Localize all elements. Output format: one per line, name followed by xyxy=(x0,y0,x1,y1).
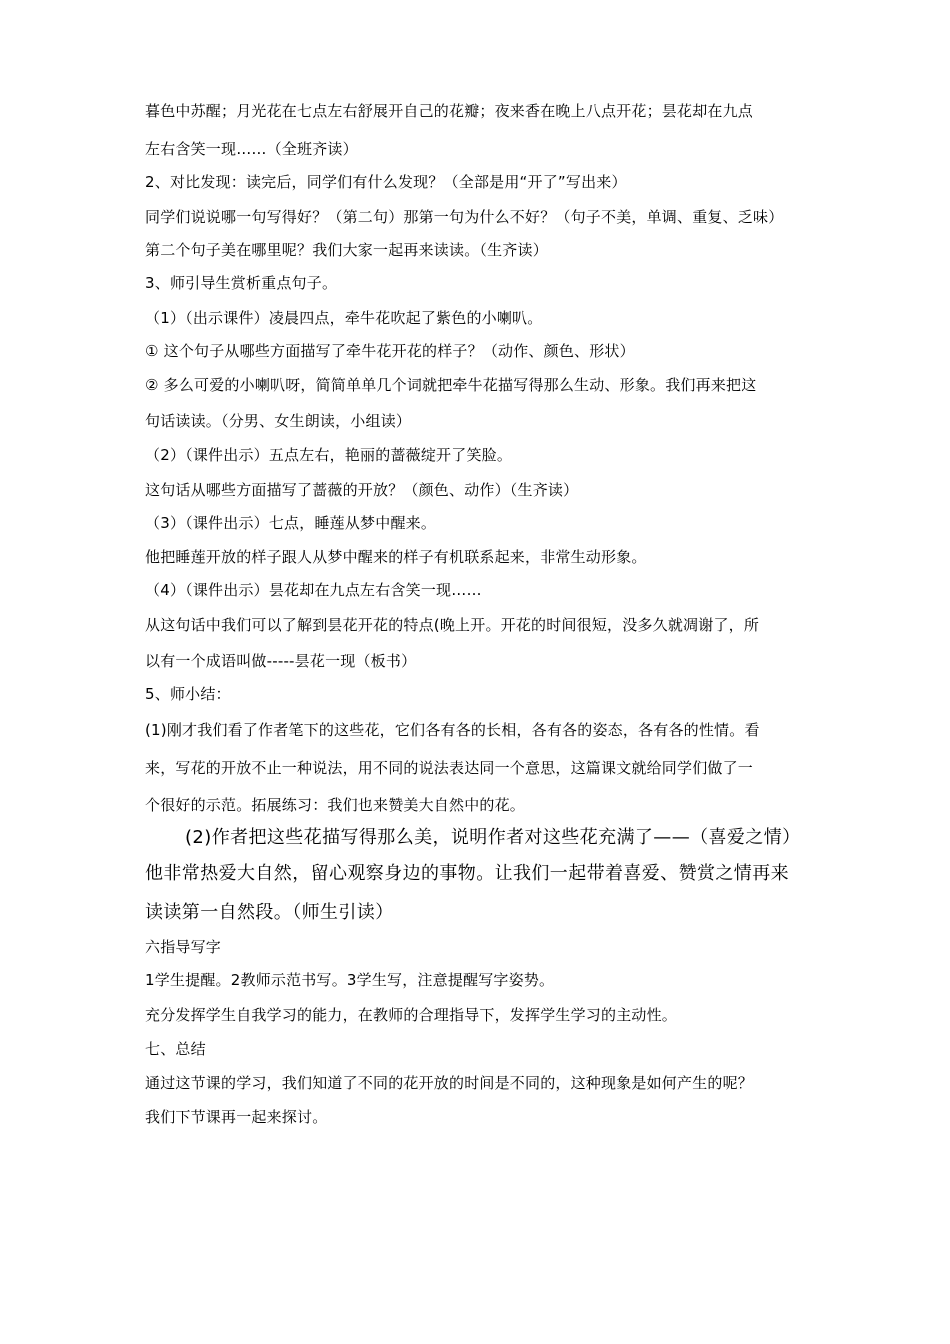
text-line: 1学生提醒。2教师示范书写。3学生写，注意提醒写字姿势。 xyxy=(145,971,555,989)
section-heading: 六指导写字 xyxy=(145,938,222,956)
text-line: 左右含笑一现……（全班齐读） xyxy=(145,140,358,158)
text-line: 这句话从哪些方面描写了蔷薇的开放？（颜色、动作）（生齐读） xyxy=(145,481,579,499)
text-line: 他非常热爱大自然，留心观察身边的事物。让我们一起带着喜爱、赞赏之情再来 xyxy=(145,863,789,884)
text-line: 同学们说说哪一句写得好？（第二句）那第一句为什么不好？（句子不美，单调、重复、乏味） xyxy=(145,208,784,226)
section-heading: 2、对比发现：读完后，同学们有什么发现？（全部是用“开了”写出来） xyxy=(145,173,627,191)
text-line: 个很好的示范。拓展练习：我们也来赞美大自然中的花。 xyxy=(145,796,526,814)
text-line: （3）（课件出示）七点，睡莲从梦中醒来。 xyxy=(145,514,437,532)
text-line: 读读第一自然段。（师生引读） xyxy=(145,902,394,923)
text-line: (2)作者把这些花描写得那么美，说明作者对这些花充满了——（喜爱之情） xyxy=(185,827,801,848)
section-heading: 七、总结 xyxy=(145,1040,206,1058)
text-line: ① 这个句子从哪些方面描写了牵牛花开花的样子？（动作、颜色、形状） xyxy=(145,342,635,360)
text-line: （1）（出示课件）凌晨四点，牵牛花吹起了紫色的小喇叭。 xyxy=(145,309,543,327)
text-line: 充分发挥学生自我学习的能力，在教师的合理指导下，发挥学生学习的主动性。 xyxy=(145,1006,678,1024)
text-line: 暮色中苏醒；月光花在七点左右舒展开自己的花瓣；夜来香在晚上八点开花；昙花却在九点 xyxy=(145,102,754,120)
section-heading: 5、师小结： xyxy=(145,685,231,703)
text-line: 从这句话中我们可以了解到昙花开花的特点(晚上开。开花的时间很短，没多久就凋谢了，所 xyxy=(145,616,760,634)
text-line: ② 多么可爱的小喇叭呀，简简单单几个词就把牵牛花描写得那么生动、形象。我们再来把这 xyxy=(145,376,757,394)
text-line: 以有一个成语叫做-----昙花一现（板书） xyxy=(145,652,417,670)
text-line: 我们下节课再一起来探讨。 xyxy=(145,1108,328,1126)
text-line: 通过这节课的学习，我们知道了不同的花开放的时间是不同的，这种现象是如何产生的呢？ xyxy=(145,1074,754,1092)
text-line: （2）（课件出示）五点左右，艳丽的蔷薇绽开了笑脸。 xyxy=(145,446,513,464)
text-line: 来，写花的开放不止一种说法，用不同的说法表达同一个意思，这篇课文就给同学们做了一 xyxy=(145,759,754,777)
text-line: (1)刚才我们看了作者笔下的这些花，它们各有各的长相，各有各的姿态，各有各的性情。看 xyxy=(145,721,760,739)
section-heading: 3、师引导生赏析重点句子。 xyxy=(145,274,338,292)
text-line: 他把睡莲开放的样子跟人从梦中醒来的样子有机联系起来，非常生动形象。 xyxy=(145,548,647,566)
text-line: （4）（课件出示）昙花却在九点左右含笑一现…… xyxy=(145,581,482,599)
text-line: 第二个句子美在哪里呢？我们大家一起再来读读。（生齐读） xyxy=(145,241,548,259)
text-line: 句话读读。（分男、女生朗读，小组读） xyxy=(145,412,412,430)
